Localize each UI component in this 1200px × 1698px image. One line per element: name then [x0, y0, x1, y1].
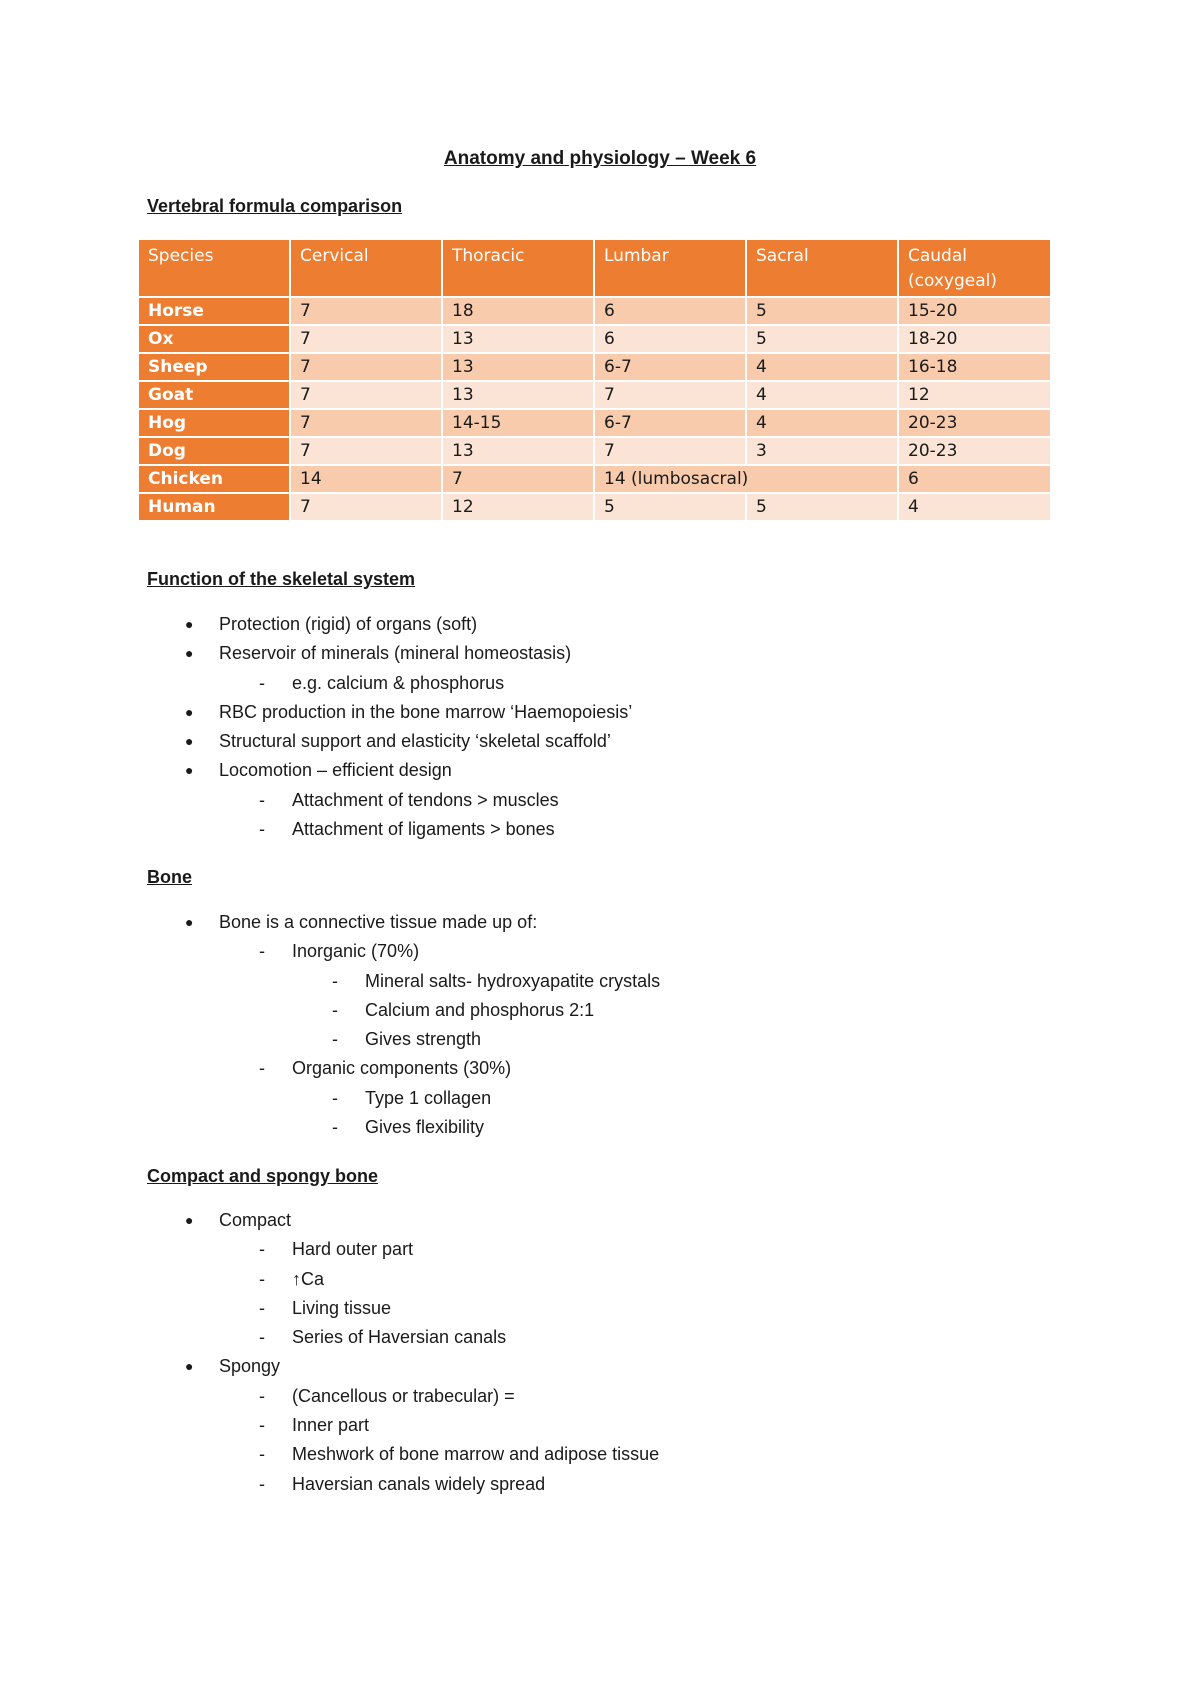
dash-icon: - [259, 1473, 265, 1494]
bullet-icon: ● [185, 914, 194, 930]
table-row-sheep [139, 354, 1050, 380]
list-item-text: Protection (rigid) of organs (soft) [219, 614, 478, 634]
list-item-text: Mineral salts- hydroxyapatite crystals [365, 970, 661, 991]
list-item-text: Type 1 collagen [365, 1087, 492, 1108]
heading-compact-spongy: Compact and spongy bone [147, 1166, 379, 1186]
species-cell: Dog [139, 438, 289, 464]
list-item [147, 786, 632, 815]
vertebral-formula-table [137, 238, 1052, 522]
table-row-ox [139, 326, 1050, 352]
list-item [147, 698, 632, 727]
thoracic-cell: 14-15 [443, 410, 593, 436]
lumbar-cell: 6 [595, 326, 745, 352]
list-item-text: Locomotion – efficient design [219, 760, 452, 781]
list-item [147, 1382, 659, 1411]
dash-icon: - [259, 1327, 265, 1348]
sacral-cell: 3 [747, 438, 897, 464]
list-item [147, 610, 632, 639]
list-item-text: Meshwork of bone marrow and adipose tissue [292, 1444, 660, 1465]
thoracic-cell: 18 [443, 298, 593, 324]
list-item-text: Reservoir of minerals (mineral homeostasis) [219, 643, 572, 664]
cervical-cell: 7 [291, 494, 441, 520]
lumbar-cell: 7 [595, 438, 745, 464]
species-cell: Ox [139, 326, 289, 352]
list-item-text: Gives strength [365, 1029, 482, 1050]
dash-icon: - [259, 1239, 265, 1260]
dash-icon: - [259, 819, 265, 840]
list-item [147, 1265, 659, 1294]
dash-icon: - [259, 1058, 265, 1079]
bullet-icon: ● [185, 616, 194, 632]
cervical-cell: 7 [291, 410, 441, 436]
table-row-goat [139, 382, 1050, 408]
dash-icon: - [332, 1117, 338, 1138]
list-item-text: e.g. calcium & phosphorus [292, 672, 505, 693]
table-row-hog [139, 410, 1050, 436]
list-item-text: Structural support and elasticity ‘skeletal scaffold’ [219, 731, 611, 752]
dash-icon: - [259, 1297, 265, 1318]
dash-icon: - [259, 1444, 265, 1465]
caudal-cell: 12 [899, 382, 1050, 408]
thoracic-cell: 13 [443, 354, 593, 380]
caudal-cell: 15-20 [899, 298, 1050, 324]
list-item-text: Spongy [219, 1356, 281, 1377]
dash-icon: - [332, 1029, 338, 1050]
lumbar-cell: 6-7 [595, 410, 745, 436]
list-item [147, 1206, 659, 1235]
list-item [147, 756, 632, 785]
dash-icon: - [259, 941, 265, 962]
list-item-text: Inner part [292, 1415, 370, 1436]
sacral-cell: 4 [747, 410, 897, 436]
list-item [147, 1440, 659, 1469]
caudal-cell: 18-20 [899, 326, 1050, 352]
lumbar-cell: 6 [595, 298, 745, 324]
list-item [147, 639, 632, 668]
list-item [147, 1352, 659, 1381]
list-item [147, 815, 632, 844]
thoracic-cell: 12 [443, 494, 593, 520]
table-row-human [139, 494, 1050, 520]
list-item [147, 1054, 660, 1083]
cervical-cell: 7 [291, 298, 441, 324]
column-header-species: Species [139, 240, 289, 296]
list-item-text: Gives flexibility [365, 1117, 485, 1138]
list-item-text: Inorganic (70%) [292, 941, 420, 962]
cervical-cell: 7 [291, 382, 441, 408]
thoracic-cell: 7 [443, 466, 593, 492]
list-item-text: Hard outer part [292, 1239, 414, 1260]
list-item-text: Living tissue [292, 1297, 392, 1318]
caudal-cell: 20-23 [899, 438, 1050, 464]
list-item [147, 669, 632, 698]
species-cell: Human [139, 494, 289, 520]
cervical-cell: 14 [291, 466, 441, 492]
table-row-horse [139, 298, 1050, 324]
table-row-dog [139, 438, 1050, 464]
column-header-caudal: Caudal (coxygeal) [899, 240, 1050, 296]
column-header-lumbar: Lumbar [595, 240, 745, 296]
list-item-text: RBC production in the bone marrow ‘Haemopoiesis’ [219, 701, 633, 722]
caudal-cell: 6 [899, 466, 1050, 492]
list-item-text: ↑Ca [292, 1268, 325, 1289]
lumbar-cell: 6-7 [595, 354, 745, 380]
species-cell: Chicken [139, 466, 289, 492]
heading-bone: Bone [147, 867, 192, 887]
heading-vertebral-formula: Vertebral formula comparison [147, 196, 403, 216]
dash-icon: - [259, 1268, 265, 1289]
dash-icon: - [332, 970, 338, 991]
dash-icon: - [332, 999, 338, 1020]
list-item [147, 727, 632, 756]
column-header-thoracic: Thoracic [443, 240, 593, 296]
bullet-icon: ● [185, 645, 194, 662]
list-item-text: Calcium and phosphorus 2:1 [365, 999, 595, 1020]
skeletal-function-list [147, 610, 632, 844]
lumbar-cell: 5 [595, 494, 745, 520]
bone-list [147, 908, 660, 1142]
thoracic-cell: 13 [443, 326, 593, 352]
list-item-text: Bone is a connective tissue made up of: [219, 912, 538, 932]
heading-skeletal-function: Function of the skeletal system [147, 569, 416, 589]
list-item [147, 1470, 659, 1499]
species-cell: Sheep [139, 354, 289, 380]
list-item-text: Organic components (30%) [292, 1058, 512, 1079]
list-item [147, 1294, 659, 1323]
dash-icon: - [259, 1385, 265, 1406]
bullet-icon: ● [185, 703, 194, 720]
sacral-cell: 5 [747, 494, 897, 520]
list-item-text: (Cancellous or trabecular) = [292, 1385, 515, 1406]
lumbar-cell: 7 [595, 382, 745, 408]
column-header-sacral: Sacral [747, 240, 897, 296]
list-item [147, 1113, 660, 1142]
list-item [147, 1235, 659, 1264]
dash-icon: - [259, 789, 265, 810]
list-item [147, 1411, 659, 1440]
cervical-cell: 7 [291, 354, 441, 380]
list-item-text: Series of Haversian canals [292, 1327, 507, 1348]
cervical-cell: 7 [291, 326, 441, 352]
list-item [147, 1323, 659, 1352]
lumbosacral-cell: 14 (lumbosacral) [595, 466, 897, 492]
species-cell: Hog [139, 410, 289, 436]
cervical-cell: 7 [291, 438, 441, 464]
list-item [147, 1084, 660, 1113]
caudal-cell: 16-18 [899, 354, 1050, 380]
table-header-row [139, 240, 1050, 296]
list-item-text: Attachment of tendons > muscles [292, 789, 559, 810]
list-item [147, 1025, 660, 1054]
dash-icon: - [259, 672, 265, 693]
list-item-text: Haversian canals widely spread [292, 1473, 546, 1494]
list-item [147, 967, 660, 996]
sacral-cell: 4 [747, 382, 897, 408]
list-item [147, 937, 660, 966]
bullet-icon: ● [185, 733, 194, 750]
list-item [147, 908, 660, 937]
thoracic-cell: 13 [443, 382, 593, 408]
list-item-text: Compact [219, 1210, 292, 1230]
list-item [147, 996, 660, 1025]
list-item-text: Attachment of ligaments > bones [292, 819, 555, 840]
species-cell: Horse [139, 298, 289, 324]
sacral-cell: 5 [747, 326, 897, 352]
sacral-cell: 5 [747, 298, 897, 324]
bullet-icon: ● [185, 762, 194, 779]
page-title: Anatomy and physiology – Week 6 [443, 148, 757, 169]
dash-icon: - [259, 1415, 265, 1436]
table-row-chicken [139, 466, 1050, 492]
bullet-icon: ● [185, 1358, 194, 1375]
thoracic-cell: 13 [443, 438, 593, 464]
caudal-cell: 4 [899, 494, 1050, 520]
sacral-cell: 4 [747, 354, 897, 380]
species-cell: Goat [139, 382, 289, 408]
compact-spongy-list [147, 1206, 659, 1499]
bullet-icon: ● [185, 1212, 194, 1228]
dash-icon: - [332, 1087, 338, 1108]
column-header-cervical: Cervical [291, 240, 441, 296]
caudal-cell: 20-23 [899, 410, 1050, 436]
